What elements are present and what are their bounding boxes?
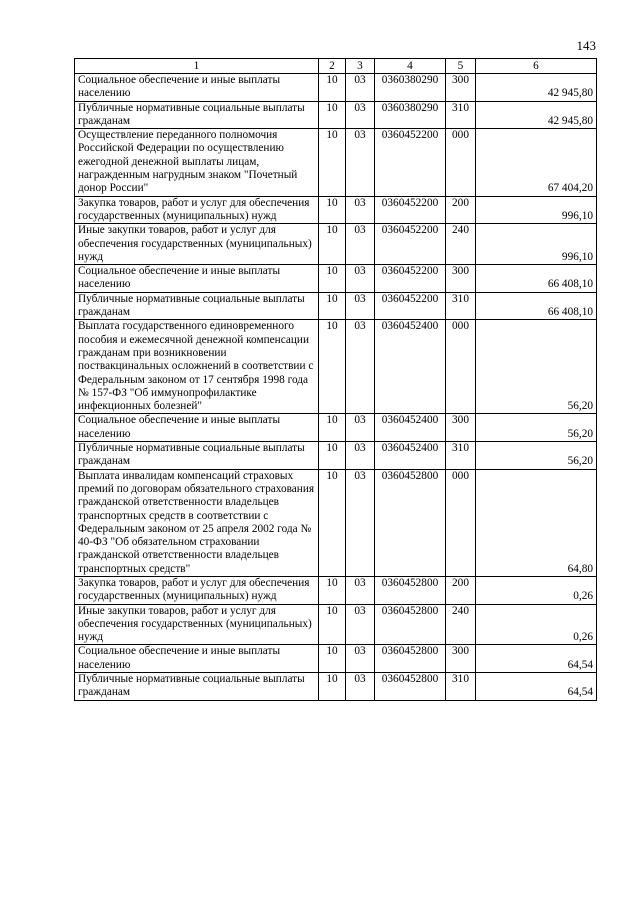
expense-type-code: 200 bbox=[446, 576, 476, 604]
amount: 56,20 bbox=[476, 414, 597, 442]
table-row bbox=[75, 442, 597, 470]
table-row bbox=[75, 129, 597, 196]
target-article-code: 0360452800 bbox=[375, 604, 446, 645]
row-name: Осуществление переданного полномочия Российской Федерации по осуществлению ежегодной денежной выплаты лицам, награжденным нагрудным знаком "Почетный донор России" bbox=[75, 129, 319, 196]
row-name: Публичные нормативные социальные выплаты гражданам bbox=[75, 292, 319, 320]
budget-table bbox=[74, 58, 597, 701]
section-code: 10 bbox=[319, 320, 346, 414]
target-article-code: 0360452200 bbox=[375, 224, 446, 265]
amount: 42 945,80 bbox=[476, 101, 597, 129]
amount: 66 408,10 bbox=[476, 265, 597, 293]
header-cell: 5 bbox=[446, 59, 476, 74]
amount: 42 945,80 bbox=[476, 74, 597, 102]
page-number: 143 bbox=[576, 38, 596, 53]
subsection-code: 03 bbox=[346, 224, 375, 265]
section-code: 10 bbox=[319, 604, 346, 645]
subsection-code: 03 bbox=[346, 576, 375, 604]
table-row bbox=[75, 320, 597, 414]
amount: 64,80 bbox=[476, 469, 597, 576]
header-cell: 3 bbox=[346, 59, 375, 74]
target-article-code: 0360380290 bbox=[375, 101, 446, 129]
section-code: 10 bbox=[319, 196, 346, 224]
row-name: Закупка товаров, работ и услуг для обеспечения государственных (муниципальных) нужд bbox=[75, 576, 319, 604]
expense-type-code: 000 bbox=[446, 129, 476, 196]
table-row bbox=[75, 224, 597, 265]
table-row bbox=[75, 196, 597, 224]
expense-type-code: 300 bbox=[446, 265, 476, 293]
subsection-code: 03 bbox=[346, 101, 375, 129]
expense-type-code: 000 bbox=[446, 469, 476, 576]
target-article-code: 0360380290 bbox=[375, 74, 446, 102]
table-row bbox=[75, 576, 597, 604]
subsection-code: 03 bbox=[346, 469, 375, 576]
row-name: Выплата государственного единовременного пособия и ежемесячной денежной компенсации гражданам при возникновении поствакцинальных осложнений в соответствии с Федеральным законом от 17 сентября 1998 года № 157-ФЗ "Об иммунопрофилактике инфекционных болезней" bbox=[75, 320, 319, 414]
row-name: Иные закупки товаров, работ и услуг для обеспечения государственных (муниципальных) нужд bbox=[75, 224, 319, 265]
header-cell: 2 bbox=[319, 59, 346, 74]
table-row bbox=[75, 292, 597, 320]
table-row bbox=[75, 74, 597, 102]
row-name: Публичные нормативные социальные выплаты гражданам bbox=[75, 673, 319, 701]
amount: 66 408,10 bbox=[476, 292, 597, 320]
amount: 64,54 bbox=[476, 645, 597, 673]
row-name: Публичные нормативные социальные выплаты гражданам bbox=[75, 101, 319, 129]
target-article-code: 0360452200 bbox=[375, 292, 446, 320]
section-code: 10 bbox=[319, 576, 346, 604]
subsection-code: 03 bbox=[346, 645, 375, 673]
table-row bbox=[75, 604, 597, 645]
expense-type-code: 310 bbox=[446, 442, 476, 470]
amount: 996,10 bbox=[476, 224, 597, 265]
target-article-code: 0360452800 bbox=[375, 469, 446, 576]
amount: 64,54 bbox=[476, 673, 597, 701]
header-cell: 4 bbox=[375, 59, 446, 74]
expense-type-code: 310 bbox=[446, 292, 476, 320]
row-name: Выплата инвалидам компенсаций страховых премий по договорам обязательного страхования гражданской ответственности владельцев транспортных средств в соответствии с Федеральным законом от 25 апреля 2002 года № 40-ФЗ "Об обязательном страховании гражданской ответственности владельцев транспортных средств" bbox=[75, 469, 319, 576]
amount: 56,20 bbox=[476, 320, 597, 414]
row-name: Публичные нормативные социальные выплаты гражданам bbox=[75, 442, 319, 470]
section-code: 10 bbox=[319, 442, 346, 470]
table-row bbox=[75, 645, 597, 673]
header-cell: 1 bbox=[75, 59, 319, 74]
subsection-code: 03 bbox=[346, 196, 375, 224]
expense-type-code: 240 bbox=[446, 224, 476, 265]
section-code: 10 bbox=[319, 74, 346, 102]
subsection-code: 03 bbox=[346, 442, 375, 470]
row-name: Иные закупки товаров, работ и услуг для обеспечения государственных (муниципальных) нужд bbox=[75, 604, 319, 645]
section-code: 10 bbox=[319, 224, 346, 265]
amount: 0,26 bbox=[476, 604, 597, 645]
subsection-code: 03 bbox=[346, 129, 375, 196]
subsection-code: 03 bbox=[346, 265, 375, 293]
expense-type-code: 310 bbox=[446, 101, 476, 129]
subsection-code: 03 bbox=[346, 414, 375, 442]
section-code: 10 bbox=[319, 673, 346, 701]
table-row bbox=[75, 101, 597, 129]
target-article-code: 0360452800 bbox=[375, 645, 446, 673]
subsection-code: 03 bbox=[346, 74, 375, 102]
amount: 996,10 bbox=[476, 196, 597, 224]
table-row bbox=[75, 414, 597, 442]
expense-type-code: 300 bbox=[446, 74, 476, 102]
expense-type-code: 000 bbox=[446, 320, 476, 414]
target-article-code: 0360452200 bbox=[375, 129, 446, 196]
row-name: Социальное обеспечение и иные выплаты населению bbox=[75, 414, 319, 442]
section-code: 10 bbox=[319, 645, 346, 673]
header-cell: 6 bbox=[476, 59, 597, 74]
section-code: 10 bbox=[319, 265, 346, 293]
subsection-code: 03 bbox=[346, 320, 375, 414]
subsection-code: 03 bbox=[346, 673, 375, 701]
section-code: 10 bbox=[319, 414, 346, 442]
table-row bbox=[75, 265, 597, 293]
expense-type-code: 300 bbox=[446, 414, 476, 442]
table-row bbox=[75, 469, 597, 576]
amount: 0,26 bbox=[476, 576, 597, 604]
target-article-code: 0360452400 bbox=[375, 414, 446, 442]
expense-type-code: 240 bbox=[446, 604, 476, 645]
amount: 67 404,20 bbox=[476, 129, 597, 196]
expense-type-code: 310 bbox=[446, 673, 476, 701]
section-code: 10 bbox=[319, 129, 346, 196]
target-article-code: 0360452200 bbox=[375, 196, 446, 224]
table-body bbox=[75, 74, 597, 701]
target-article-code: 0360452400 bbox=[375, 320, 446, 414]
table-header-row bbox=[75, 59, 597, 74]
target-article-code: 0360452200 bbox=[375, 265, 446, 293]
row-name: Закупка товаров, работ и услуг для обеспечения государственных (муниципальных) нужд bbox=[75, 196, 319, 224]
section-code: 10 bbox=[319, 469, 346, 576]
row-name: Социальное обеспечение и иные выплаты населению bbox=[75, 645, 319, 673]
row-name: Социальное обеспечение и иные выплаты населению bbox=[75, 265, 319, 293]
subsection-code: 03 bbox=[346, 604, 375, 645]
section-code: 10 bbox=[319, 101, 346, 129]
target-article-code: 0360452400 bbox=[375, 442, 446, 470]
table-row bbox=[75, 673, 597, 701]
expense-type-code: 200 bbox=[446, 196, 476, 224]
target-article-code: 0360452800 bbox=[375, 673, 446, 701]
target-article-code: 0360452800 bbox=[375, 576, 446, 604]
row-name: Социальное обеспечение и иные выплаты населению bbox=[75, 74, 319, 102]
expense-type-code: 300 bbox=[446, 645, 476, 673]
section-code: 10 bbox=[319, 292, 346, 320]
amount: 56,20 bbox=[476, 442, 597, 470]
subsection-code: 03 bbox=[346, 292, 375, 320]
